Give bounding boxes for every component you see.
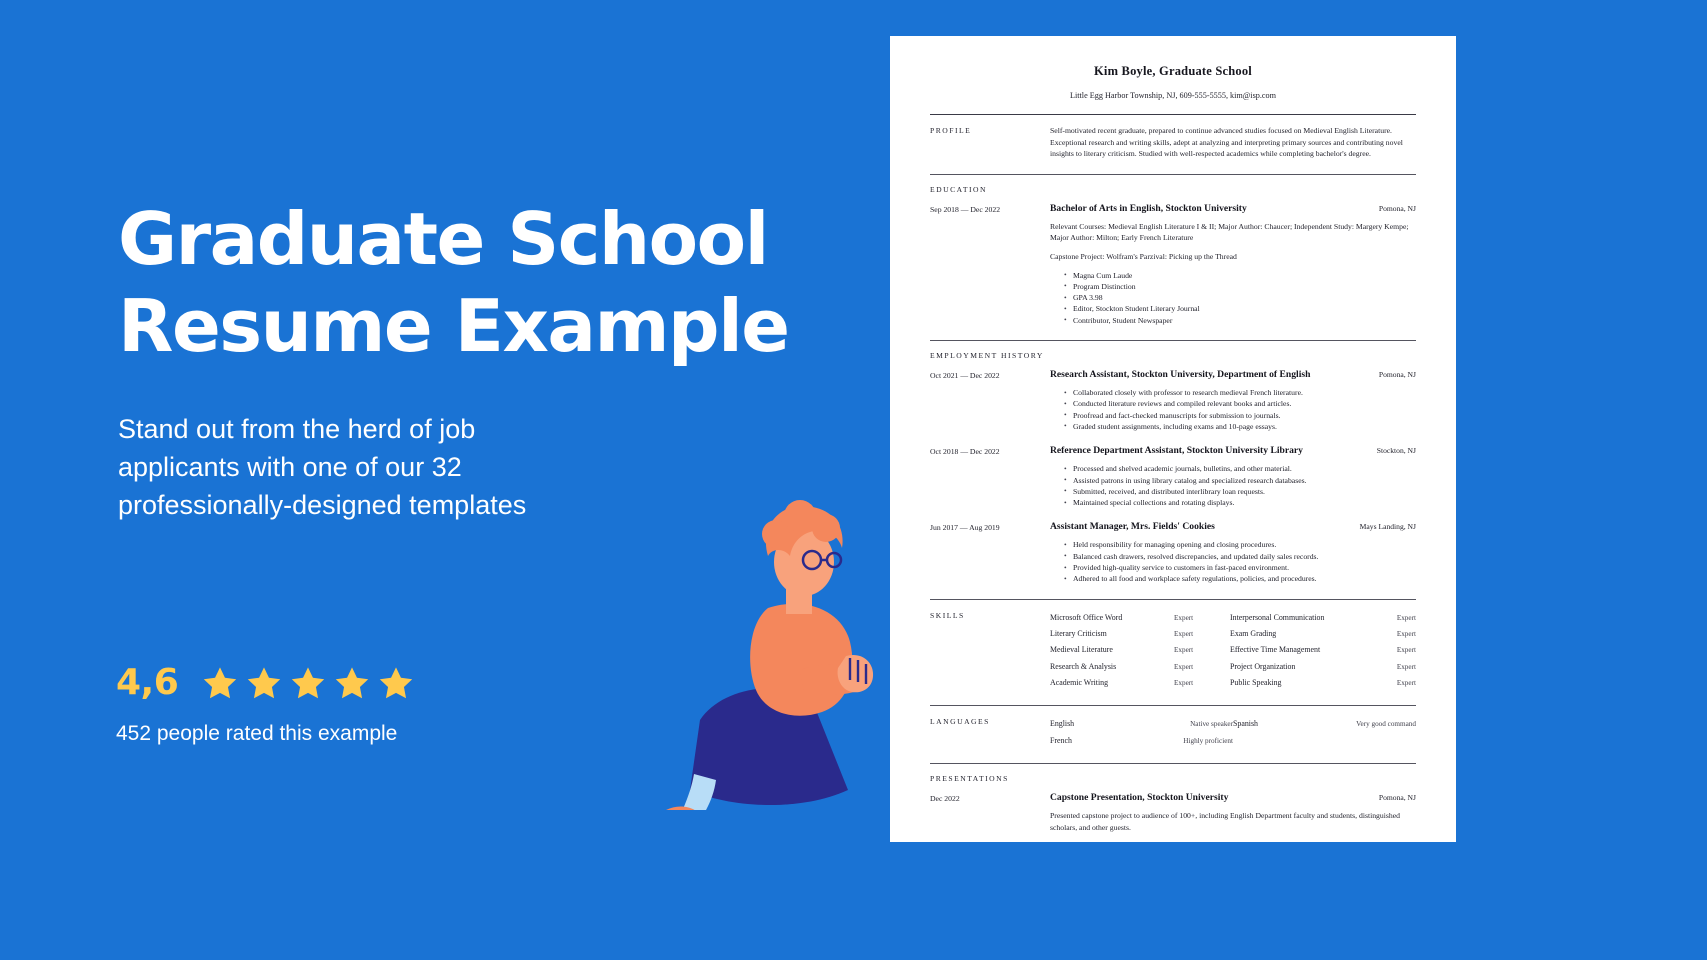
bullet-item: • Processed and shelved academic journals, bulletins, and other material.: [1064, 463, 1416, 474]
skill-name: Public Speaking: [1230, 677, 1282, 687]
page-title: [118, 196, 798, 370]
resume-entry: [930, 203, 1416, 326]
entry-title: Capstone Presentation, Stockton University: [1050, 792, 1229, 804]
entry-note: Capstone Project: Wolfram's Parzival: Picking up the Thread: [1050, 251, 1237, 261]
star-icon: [378, 665, 414, 701]
entry-bullet-list: [1050, 539, 1416, 584]
entry-note: Presented capstone project to audience of 100+, including English Department faculty and students, distinguished scholars, and other guests.: [1050, 811, 1400, 832]
language-name: English: [1050, 719, 1075, 729]
language-level: Highly proficient: [1183, 736, 1233, 745]
bullet-item: • Assisted patrons in using library catalog and specialized research databases.: [1064, 475, 1416, 486]
skill-name: Project Organization: [1230, 661, 1296, 671]
resume-entry: [930, 792, 1416, 833]
entry-title: Assistant Manager, Mrs. Fields' Cookies: [1050, 521, 1215, 533]
skill-name: Effective Time Management: [1230, 645, 1321, 655]
skill-name: Academic Writing: [1050, 677, 1109, 687]
section-languages: [930, 716, 1416, 749]
skill-level: Expert: [1396, 613, 1416, 622]
education-entries: [930, 203, 1416, 326]
skill-level: Expert: [1174, 613, 1194, 622]
languages-grid: [1050, 716, 1416, 749]
bullet-item: • Program Distinction: [1064, 281, 1416, 292]
bullet-item: • Held responsibility for managing opening and closing procedures.: [1064, 539, 1416, 550]
skill-level: Expert: [1174, 646, 1194, 655]
page-title-line1: Graduate School: [118, 197, 768, 281]
section-skills: [930, 610, 1416, 691]
skill-level: Expert: [1174, 629, 1194, 638]
bullet-item: • Balanced cash drawers, resolved discrepancies, and updated daily sales records.: [1064, 551, 1416, 562]
entry-location: Pomona, NJ: [1378, 370, 1416, 380]
skill-level: Expert: [1396, 678, 1416, 687]
entry-bullet-list: [1050, 387, 1416, 432]
bullet-item: • Submitted, received, and distributed interlibrary loan requests.: [1064, 486, 1416, 497]
rating-caption: 452 people rated this example: [116, 722, 398, 745]
entry-header: [1050, 445, 1416, 456]
entry-main: [1050, 792, 1416, 833]
resume-name: Kim Boyle, Graduate School: [1094, 64, 1252, 78]
entry-header: [1050, 369, 1416, 380]
entry-location: Pomona, NJ: [1378, 793, 1416, 803]
entry-header: [1050, 521, 1416, 532]
bullet-item: • Graded student assignments, including exams and 10-page essays.: [1064, 421, 1416, 432]
star-icon: [246, 665, 282, 701]
skill-level: Expert: [1174, 662, 1194, 671]
star-icon: [290, 665, 326, 701]
section-education: [930, 185, 1416, 326]
entry-main: [1050, 203, 1416, 326]
section-profile: [930, 125, 1416, 160]
entry-main: [1050, 369, 1416, 432]
skill-level: Expert: [1174, 678, 1194, 687]
entry-header: [1050, 792, 1416, 803]
entry-title: Research Assistant, Stockton University, Department of English: [1050, 369, 1311, 381]
skill-name: Exam Grading: [1230, 628, 1277, 638]
resume-entry: [930, 445, 1416, 508]
skill-level: Expert: [1396, 662, 1416, 671]
divider: [930, 763, 1416, 764]
bullet-item: • Proofread and fact-checked manuscripts for submission to journals.: [1064, 410, 1416, 421]
entry-date: Oct 2021 — Dec 2022: [930, 371, 1000, 381]
language-level: Very good command: [1356, 720, 1416, 729]
language-level: Native speaker: [1190, 720, 1233, 729]
rating-score: 4,6: [116, 662, 179, 703]
language-name: Spanish: [1233, 719, 1258, 729]
skill-level: Expert: [1396, 646, 1416, 655]
section-employment: [930, 351, 1416, 585]
skills-grid: [1050, 610, 1416, 691]
entry-date: Jun 2017 — Aug 2019: [930, 523, 1000, 533]
entry-location: Pomona, NJ: [1378, 203, 1416, 213]
section-label-education: EDUCATION: [930, 184, 987, 194]
skill-level: Expert: [1396, 629, 1416, 638]
skill-name: Microsoft Office Word: [1050, 612, 1123, 622]
bullet-item: • Magna Cum Laude: [1064, 270, 1416, 281]
bullet-item: • Conducted literature reviews and compiled relevant books and articles.: [1064, 398, 1416, 409]
section-label-skills: SKILLS: [930, 610, 965, 620]
entry-date: Oct 2018 — Dec 2022: [930, 447, 1000, 457]
promo-panel: [118, 196, 798, 524]
resume-entry: [930, 521, 1416, 584]
entry-note: Relevant Courses: Medieval English Literature I & II; Major Author: Chaucer; Independent Study: Margery Kempe; Major Author: Milton; Early French Literature: [1050, 221, 1409, 243]
presentation-entries: [930, 792, 1416, 833]
employment-entries: [930, 369, 1416, 585]
section-label-languages: LANGUAGES: [930, 717, 990, 727]
bullet-item: • Maintained special collections and rotating displays.: [1064, 497, 1416, 508]
bullet-item: • Editor, Stockton Student Literary Journal: [1064, 303, 1416, 314]
entry-main: [1050, 445, 1416, 508]
entry-date: Sep 2018 — Dec 2022: [930, 204, 1001, 214]
bullet-item: • Adhered to all food and workplace safety regulations, policies, and procedures.: [1064, 573, 1416, 584]
section-label-profile: PROFILE: [930, 126, 972, 135]
profile-text: Self-motivated recent graduate, prepared to continue advanced studies focused on Medieval English Literature. Exceptional research and writing skills, adept at analyzing and interpreting primary sources and contributing novel insights to literary criticism. Studied with well-respected academics while completing bachelor's degree.: [1050, 126, 1403, 159]
bullet-item: • GPA 3.98: [1064, 292, 1416, 303]
star-icon: [202, 665, 238, 701]
divider: [930, 599, 1416, 600]
divider: [930, 340, 1416, 341]
entry-main: [1050, 521, 1416, 584]
entry-title: Reference Department Assistant, Stockton University Library: [1050, 445, 1303, 457]
entry-title: Bachelor of Arts in English, Stockton University: [1050, 202, 1247, 214]
language-name: French: [1050, 735, 1072, 745]
divider: [930, 174, 1416, 175]
entry-location: Mays Landing, NJ: [1359, 522, 1416, 532]
skill-name: Literary Criticism: [1050, 628, 1107, 638]
resume-document: [890, 36, 1456, 842]
entry-bullet-list: [1050, 270, 1416, 326]
divider: [930, 114, 1416, 115]
entry-header: [1050, 203, 1416, 214]
bullet-item: • Collaborated closely with professor to research medieval French literature.: [1064, 387, 1416, 398]
rating-row: [116, 662, 414, 703]
skill-name: Research & Analysis: [1050, 661, 1117, 671]
skill-name: Interpersonal Communication: [1230, 612, 1325, 622]
page-title-line2: Resume Example: [118, 284, 789, 368]
promo-subtitle: Stand out from the herd of job applicants with one of our 32 professionally-designed templates: [118, 414, 527, 520]
entry-bullet-list: [1050, 463, 1416, 508]
resume-entry: [930, 369, 1416, 432]
entry-date: Dec 2022: [930, 794, 960, 804]
entry-location: Stockton, NJ: [1376, 446, 1416, 456]
divider: [930, 705, 1416, 706]
section-presentations: [930, 774, 1416, 833]
resume-contact: Little Egg Harbor Township, NJ, 609-555-5555, kim@isp.com: [1069, 91, 1277, 100]
star-icon: [334, 665, 370, 701]
star-rating: [202, 665, 414, 701]
bullet-item: • Provided high-quality service to customers in fast-paced environment.: [1064, 562, 1416, 573]
skill-name: Medieval Literature: [1050, 645, 1113, 655]
section-label-employment: EMPLOYMENT HISTORY: [930, 351, 1044, 361]
section-label-presentations: PRESENTATIONS: [930, 774, 1009, 784]
bullet-item: • Contributor, Student Newspaper: [1064, 315, 1416, 326]
